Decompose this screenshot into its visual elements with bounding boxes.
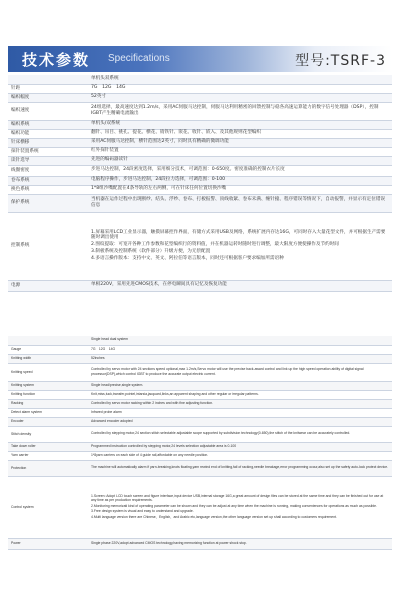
spec-row [8, 138, 392, 147]
spec-label: Knitting width [8, 354, 88, 363]
spec-row [8, 75, 392, 84]
spec-value [88, 408, 392, 417]
spec-row [8, 408, 392, 417]
spec-label: Power [8, 538, 88, 549]
spec-row [8, 538, 392, 549]
spec-value-line: 2.图纹提取：可宽开各种工作参数和花型编织行的资料值，并在机器运转时随时进行调整，最大限度方便使操作及节约时间 [91, 242, 339, 248]
spec-label: Encoder [8, 417, 88, 426]
spec-row [8, 156, 392, 165]
spec-value-line: Single head dual system [91, 337, 128, 342]
spec-value [88, 460, 392, 476]
spec-value-line: 电脑程序操作，步进马达控制，24段拉力选择，可调范围：0-100 [91, 177, 226, 183]
spec-value [88, 93, 392, 102]
spec-row [8, 476, 392, 538]
spec-row [8, 129, 392, 138]
spec-row [8, 93, 392, 102]
spec-value-line: Controlled by stepping motor,24 section stitch selectable adjustable scope supported by subdivision technology(0-650),the stitch of the knitwear can be accurately controlled. [91, 431, 351, 436]
spec-row [8, 102, 392, 120]
spec-value [88, 476, 392, 538]
spec-label [8, 336, 88, 345]
spec-label: 保护系统 [8, 194, 88, 212]
spec-row [8, 345, 392, 354]
spec-value [88, 102, 392, 120]
spec-value [88, 138, 392, 147]
spec-value [88, 363, 392, 381]
spec-value-line: Controlled by servo motor with 24 sections speed optional,max 1.2m/s,Servo motor will use the precise back-award control and link up the high speed operation ability of digital signal processor(DSP),which control IGBT to produce the accurate output electric current. [91, 366, 364, 376]
spec-row [8, 336, 392, 345]
spec-value-line: 1.Screen: Adopt LCD touch screen and figure interface,input device USB,internal storage 16G,a great amount of design files can be stored at the same time and they can be finished out for use at any time as per production requirements. [91, 493, 384, 503]
spec-value [88, 156, 392, 165]
spec-value-line: Knit,miss,tuck,transfer,pointel,intarsia,jacquard,links,an apparent shaping and other regular or irregular patterns. [91, 391, 259, 396]
spec-value-line: The machine will automatically alarm if yarn-breaking,knots floating,yarn rewind end of knitting,fail of racking,needle breakage,error programming occur,also set up the safety auto-lock protect device. [91, 465, 389, 470]
spec-value-line: Controlled by servo motor racking within 2 inches and with fine adjusting function. [91, 400, 214, 405]
spec-value-line: 1.屏幕采用LCD工业显示器，触摸屏幕控作界面，有储方式采用USB及网络，系统扩展内存达16G，可同时存入大量花型文件，并可根据生产需要随时调出使用 [91, 229, 386, 241]
spec-label: 针距 [8, 84, 88, 93]
spec-row [8, 426, 392, 442]
spec-value [88, 538, 392, 549]
spec-value-line: 步进马达控制，24段密度选择，采用细分技术，可调范围：0-650度。密度准确的控制衣片长度 [91, 167, 285, 173]
spec-value-line: 4.Multi language version there are Chinese、English、and Arabic etc,language version,the other language version set up shall according to customers requirement. [91, 514, 337, 519]
spec-label: 读针选导 [8, 156, 88, 165]
spec-value [88, 426, 392, 442]
spec-value-line: 先进的编码器读针 [91, 157, 128, 163]
spec-value [88, 399, 392, 408]
spec-label: 针床横移 [8, 138, 88, 147]
spec-value-line: Advanced encoder adopted [91, 418, 133, 423]
spec-value-line: 单相220V，采用先进CMOS技术，在停电瞬间具有记忆及恢复功能 [91, 282, 227, 288]
spec-value [88, 147, 392, 156]
spec-value [88, 345, 392, 354]
spec-value [88, 84, 392, 93]
spec-label: 编织系统 [8, 120, 88, 129]
spec-value [88, 280, 392, 291]
spec-row [8, 354, 392, 363]
spec-value [88, 442, 392, 451]
spec-label [8, 75, 88, 84]
spec-label: 线圈密度 [8, 165, 88, 176]
spec-value [88, 165, 392, 176]
spec-value [88, 194, 392, 212]
spec-value [88, 417, 392, 426]
spec-value-line: 4.多语言操作版本：支持中文、英文、阿拉伯等语言版本，同时还可根据客户要求编加所需语种 [91, 255, 284, 261]
spec-label: Protection [8, 460, 88, 476]
spec-row [8, 460, 392, 476]
spec-value [88, 185, 392, 194]
spec-label: 编织功能 [8, 129, 88, 138]
spec-row [8, 280, 392, 291]
spec-value-line: 3.Free design system is visual and easy to understand and upgrade. [91, 509, 194, 514]
spec-value-line: Single phase 220V,adopt advanced CMOS technology,having memorizing function at power shock stop. [91, 540, 247, 545]
spec-row [8, 176, 392, 185]
spec-row [8, 194, 392, 212]
cn-spec-table [8, 75, 392, 292]
spec-row [8, 390, 392, 399]
spec-value [88, 381, 392, 390]
spec-row [8, 120, 392, 129]
spec-value-line: 1*8yarn carriers on each side of 4 guide rail,affordable on any needle position. [91, 452, 209, 457]
spec-label: 卷布系统 [8, 176, 88, 185]
spec-value-line: 红外探针装置 [91, 148, 119, 154]
spec-label: Detect alarm system [8, 408, 88, 417]
spec-value [88, 354, 392, 363]
spec-label: Knitting speed [8, 363, 88, 381]
spec-value-line: 52英寸 [91, 94, 107, 100]
spec-value [88, 212, 392, 280]
spec-value [88, 129, 392, 138]
spec-value-line: 单机头/双系统 [91, 121, 121, 127]
spec-row [8, 442, 392, 451]
spec-value-line: Programmed instruction controlled by stepping motor,24 levels selection adjustable area is 0-100 [91, 443, 237, 448]
spec-value-line: Single head/precise,single system. [91, 382, 144, 387]
spec-value [88, 120, 392, 129]
spec-label: 探针装置系统 [8, 147, 88, 156]
spec-value-line: 翻针、吊目、挑孔、提花、横花、销铁针、嵌花、收针、嵌入、及其他规则花型编织 [91, 130, 261, 136]
spec-value-line: 7G 12G 14G [91, 85, 126, 91]
spec-row [8, 212, 392, 280]
spec-row [8, 363, 392, 381]
spec-value [88, 451, 392, 460]
spec-label: Stitch density [8, 426, 88, 442]
model-label: 型号:TSRF-3 [295, 53, 386, 69]
en-spec-table [8, 336, 392, 550]
spec-label: Gauge [8, 345, 88, 354]
spec-label: 电源 [8, 280, 88, 291]
spec-label: Knitting function [8, 390, 88, 399]
spec-value-line: 采用AC伺服马达控制，横针范围达2英寸，同时具有精确的微调功能 [91, 139, 229, 145]
spec-value-line: 52inches [91, 355, 105, 360]
spec-value-line: 24组选择，最高速度达到1.2m/s，采用AC伺服马达控制，伺服马达利用精密的回馈控制与稳各高速运算能力的数字信号处理器（DSP），控制IGBT产生精确电流输出 [91, 104, 379, 116]
spec-value-line: Infrared probe alarm [91, 409, 122, 414]
spec-value-line: 1*8组沙嘴配置在4条导轨的左右两侧，可在针床任何位置切换沙嘴 [91, 186, 227, 192]
spec-label: 编织幅度 [8, 93, 88, 102]
spec-value [88, 176, 392, 185]
spec-label: Take down roller [8, 442, 88, 451]
spec-row [8, 381, 392, 390]
spec-value-line: 3.制板系统及控制系统（软件部分）升级方便，为无偿配置 [91, 248, 211, 254]
spec-value-line: 单机头双系统 [91, 75, 119, 81]
spec-value-line: 2.Monitoring memorizati kind of operating parameter can be shown and they can be adjust at any time when the machine is running, making conveniences for operations as much as possible. [91, 503, 377, 508]
spec-value [88, 336, 392, 345]
spec-label: Knitting system [8, 381, 88, 390]
spec-row [8, 165, 392, 176]
title-en: Specifications [108, 53, 170, 64]
spec-value [88, 390, 392, 399]
spec-value-line: 7G 12G 14G [91, 346, 116, 351]
spec-row [8, 417, 392, 426]
spec-row [8, 399, 392, 408]
spec-row [8, 84, 392, 93]
spec-label: Yarn carrier [8, 451, 88, 460]
spec-row [8, 185, 392, 194]
spec-row [8, 147, 392, 156]
spec-label: Control system [8, 476, 88, 538]
spec-row [8, 451, 392, 460]
spec-value [88, 75, 392, 84]
spec-label: 编织速度 [8, 102, 88, 120]
spec-value-line: 当机器在运作过程中出现断纱、结头、浮纱、卷布、打板报警、顶线收紧、卷布未满、缠针撞、程序错误等情况下，自动报警，并显示有定位错误信息 [91, 196, 386, 208]
spec-label: 控制系统 [8, 212, 88, 280]
spec-label: 换色系统 [8, 185, 88, 194]
title-cn: 技术参数 [22, 51, 91, 69]
spec-label: Racking [8, 399, 88, 408]
